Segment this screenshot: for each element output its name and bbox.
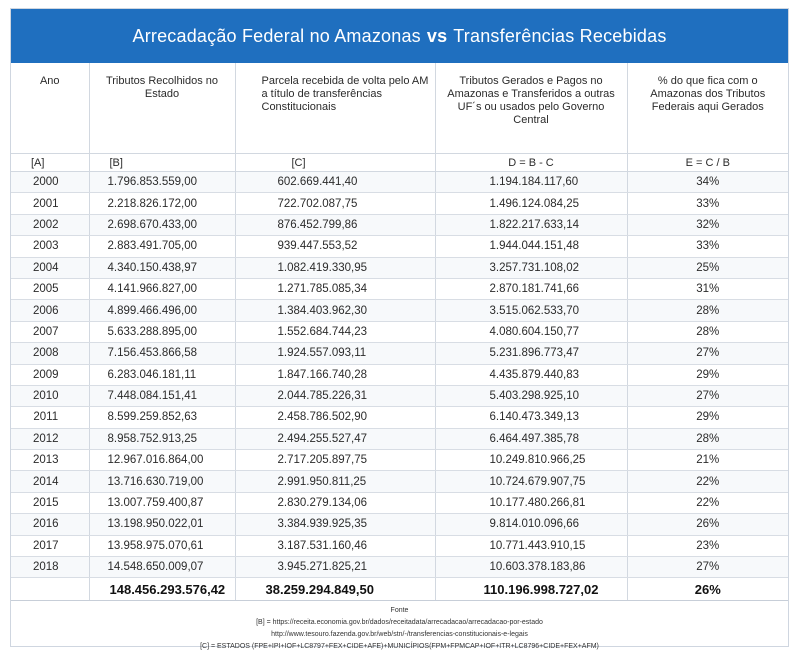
cell-percentual: 27%	[627, 343, 788, 364]
cell-tributos-recolhidos: 13.958.975.070,61	[89, 535, 235, 556]
source-line-3: [C] = ESTADOS (FPE+IPI+IOF+LC8797+FEX+CIDE+AFE)+MUNICÍPIOS(FPM+FPMCAP+IOF+ITR+LC8796+CIDE+FEX+AFM)	[200, 643, 599, 651]
table-row	[11, 557, 788, 578]
table-row	[11, 471, 788, 492]
cell-tributos-transferidos: 1.496.124.084,25	[435, 193, 627, 214]
cell-percentual: 27%	[627, 385, 788, 406]
title-part1: Arrecadação Federal no Amazonas	[132, 25, 421, 46]
cell-parcela-recebida: 722.702.087,75	[235, 193, 435, 214]
cell-percentual: 28%	[627, 428, 788, 449]
cell-percentual: 29%	[627, 364, 788, 385]
cell-percentual: 33%	[627, 193, 788, 214]
table-row	[11, 278, 788, 299]
cell-tributos-transferidos: 3.515.062.533,70	[435, 300, 627, 321]
table-row	[11, 428, 788, 449]
cell-ano: 2017	[11, 535, 89, 556]
cell-tributos-recolhidos: 4.141.966.827,00	[89, 278, 235, 299]
cell-ano: 2007	[11, 321, 89, 342]
cell-parcela-recebida: 1.384.403.962,30	[235, 300, 435, 321]
cell-percentual: 34%	[627, 172, 788, 193]
cell-parcela-recebida: 3.384.939.925,35	[235, 514, 435, 535]
cell-tributos-transferidos: 10.724.679.907,75	[435, 471, 627, 492]
cell-parcela-recebida: 2.991.950.811,25	[235, 471, 435, 492]
formula-c: [C]	[235, 154, 435, 172]
total-label	[11, 578, 89, 601]
source-notes	[11, 601, 788, 653]
cell-tributos-transferidos: 2.870.181.741,66	[435, 278, 627, 299]
cell-parcela-recebida: 602.669.441,40	[235, 172, 435, 193]
table-row	[11, 343, 788, 364]
cell-tributos-recolhidos: 7.156.453.866,58	[89, 343, 235, 364]
cell-ano: 2016	[11, 514, 89, 535]
cell-ano: 2014	[11, 471, 89, 492]
cell-tributos-transferidos: 10.177.480.266,81	[435, 492, 627, 513]
cell-percentual: 31%	[627, 278, 788, 299]
table-row	[11, 535, 788, 556]
cell-tributos-transferidos: 6.140.473.349,13	[435, 407, 627, 428]
table-row	[11, 321, 788, 342]
total-b: 148.456.293.576,42	[89, 578, 235, 601]
source-label: Fonte	[390, 607, 409, 615]
table-row	[11, 514, 788, 535]
cell-tributos-recolhidos: 12.967.016.864,00	[89, 450, 235, 471]
cell-percentual: 25%	[627, 257, 788, 278]
cell-tributos-recolhidos: 7.448.084.151,41	[89, 385, 235, 406]
cell-parcela-recebida: 3.945.271.825,21	[235, 557, 435, 578]
header-ano: Ano	[11, 63, 89, 154]
table-title	[11, 9, 788, 63]
cell-percentual: 22%	[627, 471, 788, 492]
cell-ano: 2006	[11, 300, 89, 321]
cell-ano: 2012	[11, 428, 89, 449]
cell-tributos-transferidos: 9.814.010.096,66	[435, 514, 627, 535]
total-row	[11, 578, 788, 601]
cell-percentual: 33%	[627, 236, 788, 257]
cell-tributos-transferidos: 10.603.378.183,86	[435, 557, 627, 578]
cell-percentual: 26%	[627, 514, 788, 535]
formula-a: [A]	[11, 154, 89, 172]
cell-parcela-recebida: 1.271.785.085,34	[235, 278, 435, 299]
cell-ano: 2009	[11, 364, 89, 385]
cell-percentual: 27%	[627, 557, 788, 578]
cell-parcela-recebida: 2.044.785.226,31	[235, 385, 435, 406]
cell-tributos-recolhidos: 14.548.650.009,07	[89, 557, 235, 578]
source-line-2: http://www.tesouro.fazenda.gov.br/web/stn/-/transferencias-constitucionais-e-legais	[271, 631, 528, 639]
table-row	[11, 385, 788, 406]
formula-d: D = B - C	[435, 154, 627, 172]
table-row	[11, 193, 788, 214]
cell-ano: 2018	[11, 557, 89, 578]
cell-tributos-transferidos: 10.771.443.910,15	[435, 535, 627, 556]
table-row	[11, 300, 788, 321]
cell-tributos-transferidos: 1.822.217.633,14	[435, 214, 627, 235]
cell-tributos-recolhidos: 1.796.853.559,00	[89, 172, 235, 193]
table-row	[11, 172, 788, 193]
cell-parcela-recebida: 1.847.166.740,28	[235, 364, 435, 385]
cell-ano: 2001	[11, 193, 89, 214]
cell-tributos-recolhidos: 13.198.950.022,01	[89, 514, 235, 535]
cell-tributos-transferidos: 1.944.044.151,48	[435, 236, 627, 257]
cell-ano: 2013	[11, 450, 89, 471]
formula-b: [B]	[89, 154, 235, 172]
total-c: 38.259.294.849,50	[235, 578, 435, 601]
cell-percentual: 28%	[627, 321, 788, 342]
header-tributos-gerados: Tributos Gerados e Pagos no Amazonas e Transferidos a outras UF´s ou usados pelo Governo Central	[435, 63, 627, 154]
document-frame	[10, 8, 789, 651]
cell-parcela-recebida: 939.447.553,52	[235, 236, 435, 257]
cell-ano: 2002	[11, 214, 89, 235]
cell-parcela-recebida: 876.452.799,86	[235, 214, 435, 235]
cell-ano: 2005	[11, 278, 89, 299]
cell-parcela-recebida: 1.082.419.330,95	[235, 257, 435, 278]
formula-e: E = C / B	[627, 154, 788, 172]
cell-tributos-transferidos: 4.080.604.150,77	[435, 321, 627, 342]
cell-tributos-recolhidos: 4.340.150.438,97	[89, 257, 235, 278]
cell-tributos-transferidos: 4.435.879.440,83	[435, 364, 627, 385]
table-row	[11, 257, 788, 278]
cell-parcela-recebida: 2.458.786.502,90	[235, 407, 435, 428]
data-table	[11, 63, 788, 601]
title-part2: Transferências Recebidas	[453, 25, 667, 46]
cell-tributos-transferidos: 3.257.731.108,02	[435, 257, 627, 278]
cell-percentual: 23%	[627, 535, 788, 556]
cell-ano: 2011	[11, 407, 89, 428]
header-parcela-recebida: Parcela recebida de volta pelo AM a título de transferências Constitucionais	[235, 63, 435, 154]
total-e: 26%	[627, 578, 788, 601]
cell-parcela-recebida: 1.552.684.744,23	[235, 321, 435, 342]
total-d: 110.196.998.727,02	[435, 578, 627, 601]
title-vs: vs	[426, 25, 448, 46]
table-row	[11, 364, 788, 385]
cell-parcela-recebida: 2.830.279.134,06	[235, 492, 435, 513]
cell-ano: 2003	[11, 236, 89, 257]
cell-ano: 2004	[11, 257, 89, 278]
cell-tributos-recolhidos: 2.218.826.172,00	[89, 193, 235, 214]
cell-tributos-recolhidos: 8.958.752.913,25	[89, 428, 235, 449]
cell-ano: 2008	[11, 343, 89, 364]
cell-tributos-recolhidos: 8.599.259.852,63	[89, 407, 235, 428]
cell-tributos-recolhidos: 2.698.670.433,00	[89, 214, 235, 235]
cell-parcela-recebida: 1.924.557.093,11	[235, 343, 435, 364]
header-row	[11, 63, 788, 154]
cell-tributos-recolhidos: 4.899.466.496,00	[89, 300, 235, 321]
cell-tributos-recolhidos: 2.883.491.705,00	[89, 236, 235, 257]
cell-ano: 2015	[11, 492, 89, 513]
cell-parcela-recebida: 3.187.531.160,46	[235, 535, 435, 556]
cell-percentual: 28%	[627, 300, 788, 321]
cell-parcela-recebida: 2.717.205.897,75	[235, 450, 435, 471]
cell-percentual: 21%	[627, 450, 788, 471]
table-row	[11, 214, 788, 235]
cell-tributos-transferidos: 10.249.810.966,25	[435, 450, 627, 471]
cell-percentual: 22%	[627, 492, 788, 513]
cell-tributos-recolhidos: 13.007.759.400,87	[89, 492, 235, 513]
cell-tributos-transferidos: 6.464.497.385,78	[435, 428, 627, 449]
header-tributos-recolhidos: Tributos Recolhidos no Estado	[89, 63, 235, 154]
cell-tributos-transferidos: 5.231.896.773,47	[435, 343, 627, 364]
table-row	[11, 236, 788, 257]
cell-tributos-transferidos: 5.403.298.925,10	[435, 385, 627, 406]
cell-tributos-recolhidos: 5.633.288.895,00	[89, 321, 235, 342]
cell-ano: 2010	[11, 385, 89, 406]
cell-percentual: 29%	[627, 407, 788, 428]
cell-ano: 2000	[11, 172, 89, 193]
table-row	[11, 407, 788, 428]
formula-row	[11, 154, 788, 172]
table-row	[11, 492, 788, 513]
cell-percentual: 32%	[627, 214, 788, 235]
cell-tributos-recolhidos: 6.283.046.181,11	[89, 364, 235, 385]
cell-tributos-transferidos: 1.194.184.117,60	[435, 172, 627, 193]
table-row	[11, 450, 788, 471]
header-percentual: % do que fica com o Amazonas dos Tributos Federais aqui Gerados	[627, 63, 788, 154]
cell-tributos-recolhidos: 13.716.630.719,00	[89, 471, 235, 492]
source-line-1: [B] = https://receita.economia.gov.br/dados/receitadata/arrecadacao/arrecadacao-por-estado	[256, 619, 543, 627]
cell-parcela-recebida: 2.494.255.527,47	[235, 428, 435, 449]
